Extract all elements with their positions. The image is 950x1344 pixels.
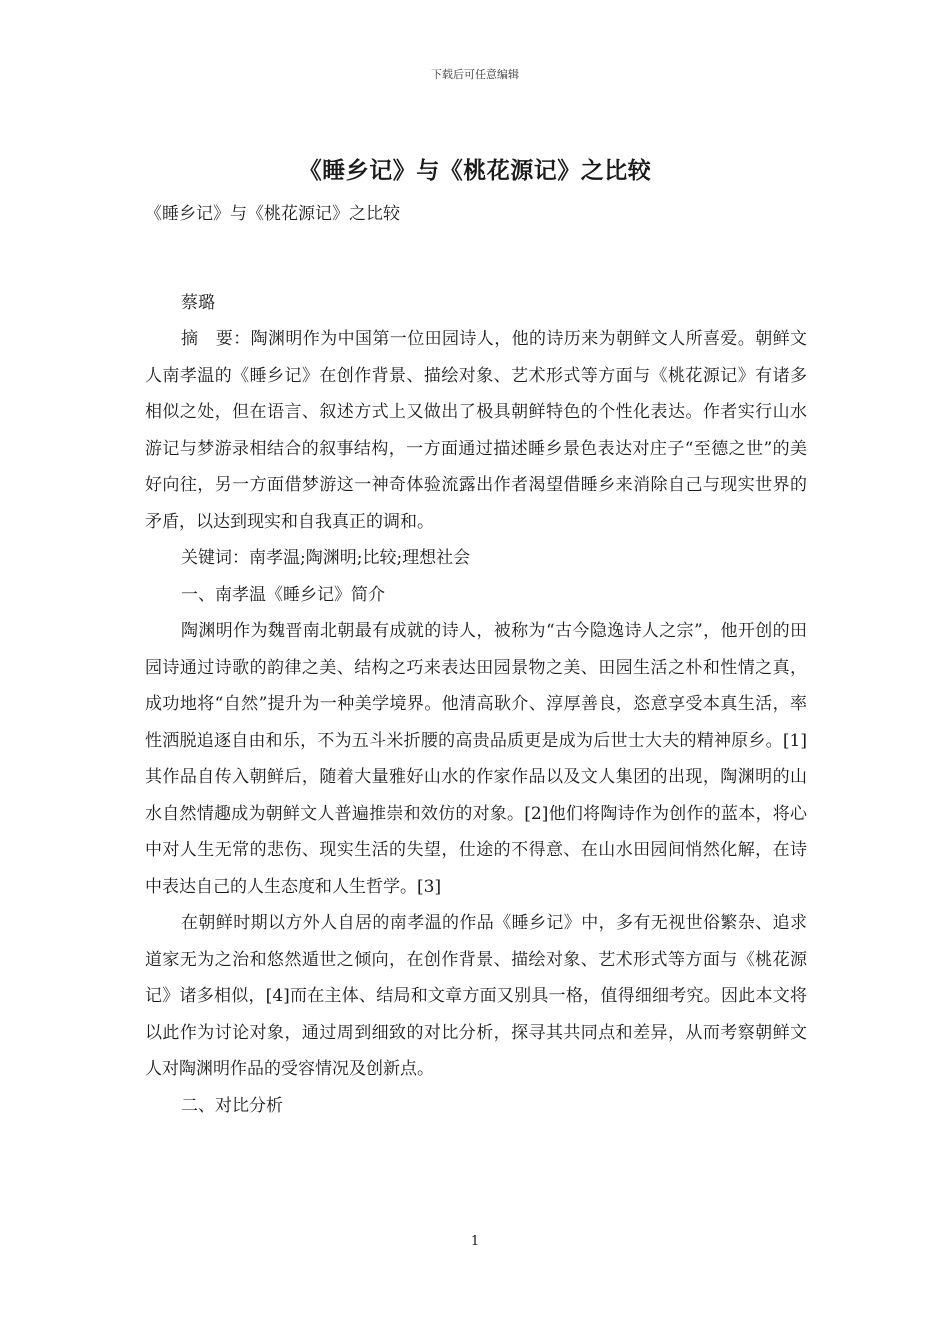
page-number: 1 [470,1234,480,1249]
body-paragraph-1: 陶渊明作为魏晋南北朝最有成就的诗人，被称为“古今隐逸诗人之宗”，他开创的田园诗通过诗歌的韵律之美、结构之巧来表达田园景物之美、田园生活之朴和性情之真，成功地将“自然”提升为一种美学境界。他清高耿介、淳厚善良，恣意享受本真生活，率性洒脱追逐自由和乐，不为五斗米折腰的高贵品质更是成为后世士大夫的精神原乡。[1]其作品自传入朝鲜后，随着大量雅好山水的作家作品以及文人集团的出现，陶渊明的山水自然情趣成为朝鲜文人普遍推崇和效仿的对象。[2]他们将陶诗作为创作的蓝本，将心中对人生无常的悲伤、现实生活的失望，仕途的不得意、在山水田园间悄然化解，在诗中表达自己的人生态度和人生哲学。[3] [145,621,807,897]
author-name: 蔡璐 [181,292,215,313]
section-heading-1: 一、南孝温《睡乡记》简介 [181,584,385,605]
document-title: 《睡乡记》与《桃花源记》之比较 [298,157,652,184]
document-subtitle: 《睡乡记》与《桃花源记》之比较 [145,204,400,224]
keywords-line: 关键词：南孝温;陶渊明;比较;理想社会 [181,548,471,568]
body-paragraph-2: 在朝鲜时期以方外人自居的南孝温的作品《睡乡记》中，多有无视世俗繁杂、追求道家无为之治和悠然遁世之倾向，在创作背景、描绘对象、艺术形式等方面与《桃花源记》诸多相似，[4]而在主体、结局和文章方面又别具一格，值得细细考究。因此本文将以此作为讨论对象，通过周到细致的对比分析，探寻其共同点和差异，从而考察朝鲜文人对陶渊明作品的受容情况及创新点。 [145,913,807,1079]
abstract-paragraph: 摘 要：陶渊明作为中国第一位田园诗人，他的诗历来为朝鲜文人所喜爱。朝鲜文人南孝温的《睡乡记》在创作背景、描绘对象、艺术形式等方面与《桃花源记》有诸多相似之处，但在语言、叙述方式上又做出了极具朝鲜特色的个性化表达。作者实行山水游记与梦游录相结合的叙事结构，一方面通过描述睡乡景色表达对庄子“至德之世”的美好向往，另一方面借梦游这一神奇体验流露出作者渴望借睡乡来消除自己与现实世界的矛盾，以达到现实和自我真正的调和。 [145,329,807,532]
page-header-note: 下载后可任意编辑 [431,68,519,81]
document-body [145,196,807,1124]
section-heading-2: 二、对比分析 [181,1095,283,1116]
